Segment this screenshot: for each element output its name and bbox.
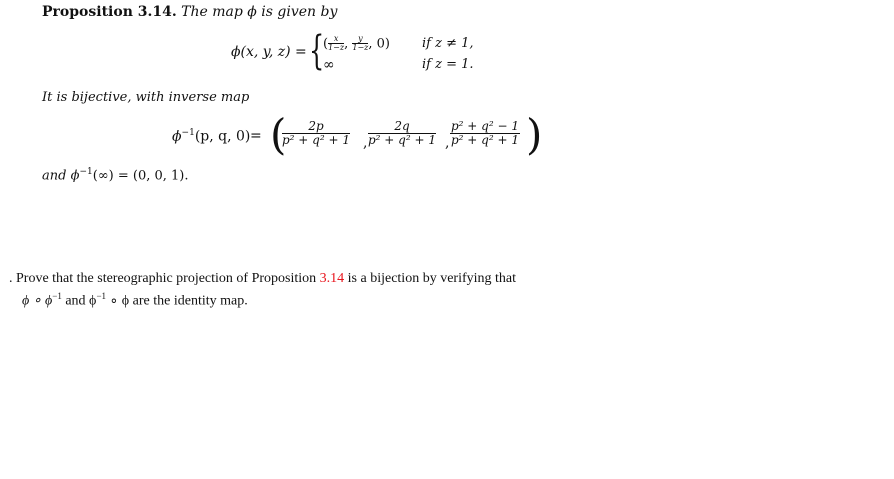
case-infinity-condition: if z = 1. [422, 57, 474, 72]
case-infinity-value: ∞ [323, 57, 335, 73]
bijective-statement: It is bijective, with inverse map [42, 90, 250, 105]
exercise-line-1: . Prove that the stereographic projection of Proposition 3.14 is a bijection by verifying that [9, 271, 517, 286]
proposition-reference-link[interactable]: 3.14 [319, 271, 345, 286]
fraction-y: $\frac{y}{1-z}$ [352, 34, 369, 53]
comma-1: , [363, 135, 368, 151]
inverse-infinity-statement: and $\phi^{-1}(\infty) = (0$, 0, 1). [42, 167, 189, 184]
exercise-line-2: ϕ ∘ $\phi^{-1}$ and $\phi^{-1}$ ∘ ϕ are the identity map. [22, 291, 248, 309]
right-paren: ) [526, 110, 543, 159]
comma-2: , [445, 135, 450, 151]
fraction-x: $\frac{x}{1-z}$ [328, 34, 345, 53]
inverse-fraction-3: $\frac{\text{p² + q² − 1}}{\text{p² + q² + 1}}$ [451, 119, 519, 147]
case-finite-condition: if z ≠ 1, [422, 36, 474, 51]
inverse-fraction-1: $\frac{2p}{\text{p² + q² + 1}}$ [282, 119, 350, 147]
proposition-statement: The map ϕ is given by [181, 4, 338, 20]
proposition-heading [42, 4, 337, 20]
case-finite-value: ( $\frac{x}{1-z}$ , $\frac{y}{1-z}$ , 0) [323, 34, 390, 53]
left-paren: ( [270, 110, 287, 159]
map-lhs: ϕ(x, y, z) = [231, 44, 307, 60]
equals-sign: = [250, 128, 262, 144]
inverse-lhs: $\phi^{-1}(p$, q, 0) [172, 128, 251, 145]
proposition-label: Proposition 3.14. [42, 4, 177, 20]
cases-brace: { [309, 28, 325, 74]
inverse-fraction-2: $\frac{2q}{\text{p² + q² + 1}}$ [368, 119, 436, 147]
